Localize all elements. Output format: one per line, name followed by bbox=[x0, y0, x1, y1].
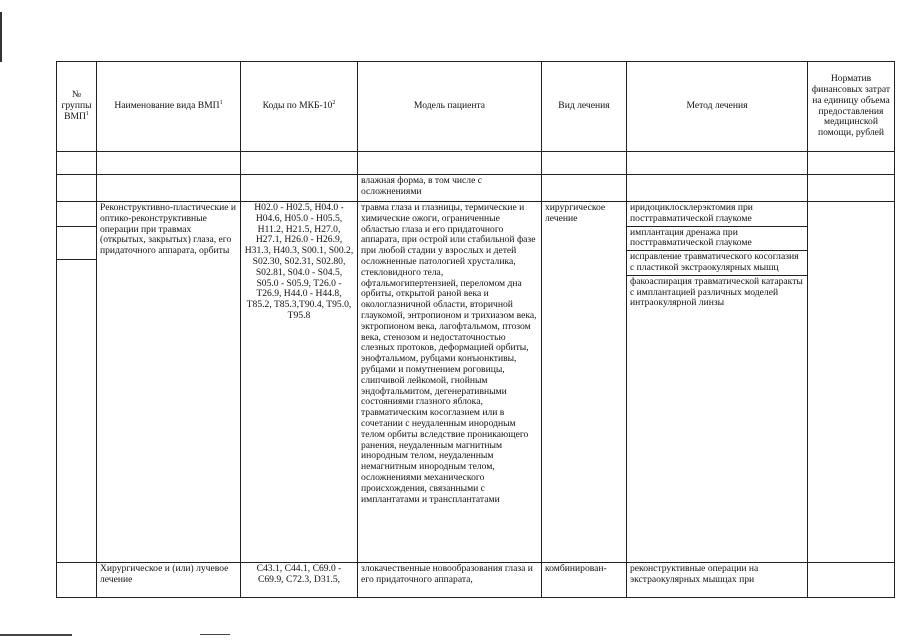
treatment-type-cell: хирургическое лечение bbox=[542, 202, 627, 563]
spacer-row bbox=[57, 152, 895, 175]
patient-model-cell: злокачественные новообразования глаза и его придаточного аппарата, bbox=[358, 563, 542, 598]
cont-patient-model: влажная форма, в том числе с осложнениями bbox=[358, 175, 542, 202]
scan-edge-line bbox=[0, 634, 72, 636]
treatment-method-cell: реконструктивные операции на экстраокулярных мышцах при bbox=[627, 563, 808, 598]
mkb-codes-cell: H02.0 - H02.5, H04.0 - H04.6, H05.0 - H05.5, H11.2, H21.5, H27.0, H27.1, H26.0 - H26.9, H31.3, H40.3, S00.1, S00.2, S02.30, S02.31, S02.80, S02.81, S04.0 - S04.5, S05.0 - S05.9, T26.0 - T26.9, H44.0 - H44.8, T85.2, T85.3,T90.4, T95.0, T95.8 bbox=[241, 202, 358, 563]
group-cell bbox=[57, 202, 97, 563]
table-row bbox=[57, 202, 895, 563]
vmp-name-cell: Хирургическое и (или) лучевое лечение bbox=[97, 563, 241, 598]
patient-model-cell: травма глаза и глазницы, термические и химические ожоги, ограниченные областью глаза и его придаточного аппарата, при острой или стабильной фазе при любой стадии у взрослых и детей осложненные патологией хрусталика, стекловидного тела, офтальмогипертензией, переломом дна орбиты, открытой раной века и окологлазничной области, вторичной глаукомой, энтропионом и трихиазом века, эктропионом века, лагофтальмом, птозом века, стенозом и недостаточностью слезных протоков, деформацией орбиты, энофтальмом, рубцами конъюнктивы, рубцами и помутнением роговицы, слипчивой лейкомой, гнойным эндофтальмитом, дегенеративными состояниями глазного яблока, травматическим косоглазием или в сочетании с неудаленным инородным телом орбиты вследствие проникающего ранения, неудаленным магнитным инородным телом, неудаленным немагнитным инородным телом, осложнениями механического происхождения, связанными с имплантатами и трансплантатами bbox=[358, 202, 542, 563]
method-item: исправление травматического косоглазия с пластикой экстраокулярных мышц bbox=[627, 251, 807, 276]
scan-edge-line bbox=[200, 634, 230, 635]
method-item: имплантация дренажа при посттравматической глаукоме bbox=[627, 227, 807, 252]
binder-mark bbox=[0, 12, 2, 62]
method-item: факоаспирация травматической катаракты с имплантацией различных моделей интраокулярной линзы bbox=[630, 275, 803, 309]
mkb-codes-cell: C43.1, C44.1, C69.0 - C69.9, C72.3, D31.5, bbox=[241, 563, 358, 598]
header-vmp-name: Наименование вида ВМП$^1$ bbox=[97, 62, 241, 152]
header-treatment-type: Вид лечения bbox=[542, 62, 627, 152]
table-row bbox=[57, 563, 895, 598]
treatment-method-cell bbox=[627, 202, 808, 563]
header-treatment-method: Метод лечения bbox=[627, 62, 808, 152]
header-group-no: № группы ВМП$^1$ bbox=[57, 62, 97, 152]
header-mkb-codes: Коды по МКБ-$10^2$ bbox=[241, 62, 358, 152]
cost-norm-cell bbox=[808, 563, 895, 598]
vmp-table bbox=[56, 61, 895, 598]
treatment-type-cell: комбинирован- bbox=[542, 563, 627, 598]
header-patient-model: Модель пациента bbox=[358, 62, 542, 152]
cost-norm-cell bbox=[808, 202, 895, 563]
continuation-row bbox=[57, 175, 895, 202]
header-row bbox=[57, 62, 895, 152]
method-item: иридоциклосклерэктомия при посттравматической глаукоме bbox=[627, 202, 807, 227]
header-cost-norm: Норматив финансовых затрат на единицу объема предоставления медицинской помощи, рублей bbox=[808, 62, 895, 152]
vmp-name-cell: Реконструктивно-пластические и оптико-реконструктивные операции при травмах (открытых, закрытых) глаза, его придаточного аппарата, орбиты bbox=[97, 202, 241, 563]
